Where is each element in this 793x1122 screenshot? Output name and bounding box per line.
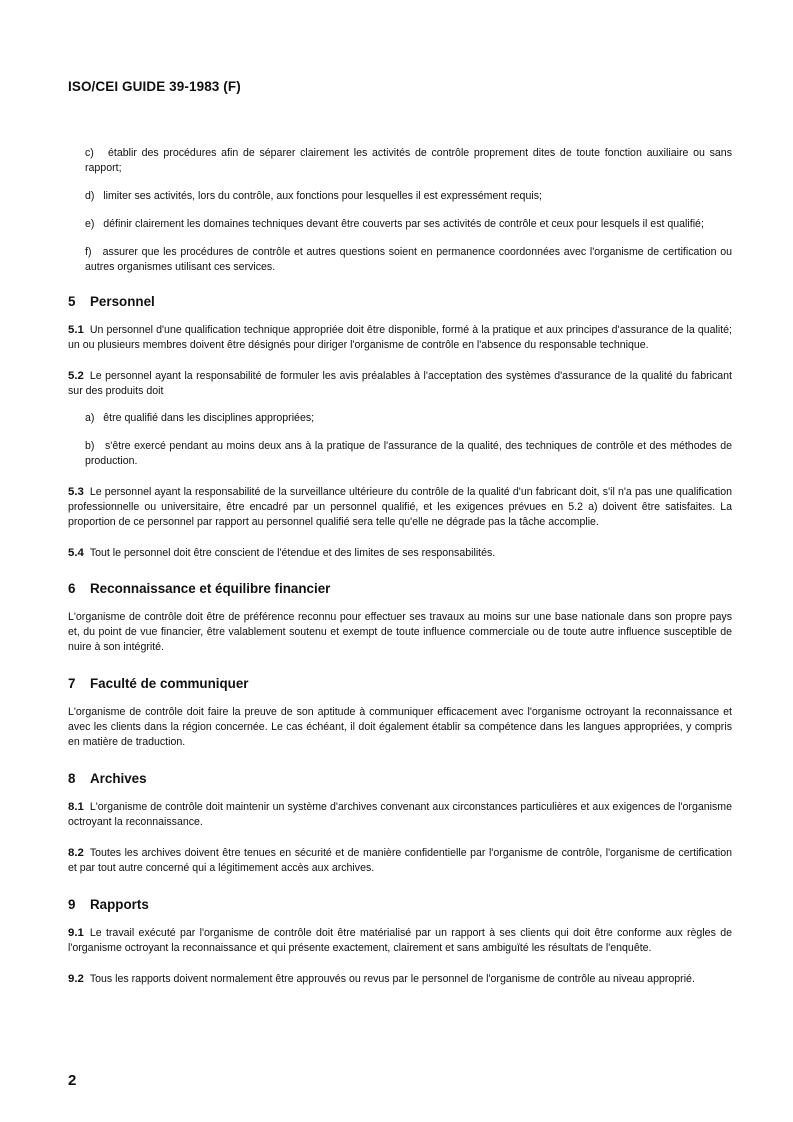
clause-text: Un personnel d'une qualification technique appropriée doit être disponible, formé à la pratique et aux principes d'assurance de la qualité; un ou plusieurs membres doivent être désignés pour diriger l'organisme de contrôle en l'absence du responsable technique. <box>68 324 732 351</box>
item-label: c) <box>85 147 94 159</box>
item-text: définir clairement les domaines techniques devant être couverts par ses activités de contrôle et ceux pour lesquels il est qualifié; <box>103 218 704 230</box>
clause-text: Toutes les archives doivent être tenues en sécurité et de manière confidentielle par l'organisme de contrôle, l'organisme de certification et par tout autre concerné qui a légitimement accès aux archives. <box>68 847 732 874</box>
section-heading-9 <box>68 897 732 912</box>
clause-5-4 <box>68 546 732 561</box>
clause-text: Tous les rapports doivent normalement être approuvés ou revus par le personnel de l'organisme de contrôle au niveau approprié. <box>89 973 695 985</box>
list-item-f <box>85 245 732 275</box>
item-text: assurer que les procédures de contrôle et autres questions soient en permanence coordonnées avec l'organisme de certification ou autres organismes utilisant ces services. <box>85 246 732 273</box>
section-number: 6 <box>68 581 76 596</box>
item-label: e) <box>85 218 95 230</box>
section-title: Faculté de communiquer <box>90 676 249 691</box>
section-heading-8 <box>68 771 732 786</box>
item-label: d) <box>85 190 95 202</box>
item-label: a) <box>85 412 95 424</box>
clause-number: 5.2 <box>68 370 84 382</box>
list-item-a <box>85 411 732 426</box>
section-number: 7 <box>68 676 76 691</box>
item-text: s'être exercé pendant au moins deux ans à la pratique de l'assurance de la qualité, des techniques de contrôle et des méthodes de production. <box>85 440 732 467</box>
clause-text: Tout le personnel doit être conscient de l'étendue et des limites de ses responsabilités. <box>89 547 496 559</box>
clause-5-2 <box>68 369 732 399</box>
clause-5-3 <box>68 485 732 530</box>
section-title: Reconnaissance et équilibre financier <box>90 581 331 596</box>
section-number: 5 <box>68 294 76 309</box>
section-title: Rapports <box>90 897 149 912</box>
section-heading-6 <box>68 581 732 596</box>
clause-text: Le personnel ayant la responsabilité de la surveillance ultérieure du contrôle de la qualité d'un fabricant doit, s'il n'a pas une qualification professionnelle ou universitaire, être encadré par un personnel qualifié, et les exigences prévues en 5.2 a) doivent être satisfaites. La proportion de ce personnel par rapport au personnel qualifié sera telle qu'elle ne dégrade pas la tâche accomplie. <box>68 486 732 528</box>
section-number: 9 <box>68 897 76 912</box>
clause-5-1 <box>68 323 732 353</box>
clause-text: L'organisme de contrôle doit maintenir un système d'archives convenant aux circonstances particulières et aux exigences de l'organisme octroyant la reconnaissance. <box>68 801 732 828</box>
clause-8-2 <box>68 846 732 876</box>
clause-number: 8.1 <box>68 801 84 813</box>
clause-number: 9.2 <box>68 973 84 985</box>
clause-number: 5.3 <box>68 486 84 498</box>
list-item-c <box>85 146 732 176</box>
clause-9-2 <box>68 972 732 987</box>
item-label: f) <box>85 246 92 258</box>
section-title: Archives <box>90 771 147 786</box>
clause-number: 8.2 <box>68 847 84 859</box>
section-number: 8 <box>68 771 76 786</box>
section-6-text: L'organisme de contrôle doit être de préférence reconnu pour effectuer ses travaux au moins sur une base nationale dans son propre pays et, du point de vue financier, être valablement soutenu et exempt de toute influence commerciale ou de toute autre influence susceptible de nuire à son intégrité. <box>68 611 732 653</box>
document-body <box>68 146 732 1003</box>
page-number: 2 <box>68 1072 77 1089</box>
item-text: limiter ses activités, lors du contrôle, aux fonctions pour lesquelles il est expressément requis; <box>103 190 542 202</box>
item-label: b) <box>85 440 95 452</box>
clause-text: Le personnel ayant la responsabilité de formuler les avis préalables à l'acceptation des systèmes d'assurance de la qualité du fabricant sur des produits doit <box>68 370 732 397</box>
section-heading-5 <box>68 294 732 309</box>
list-item-b <box>85 439 732 469</box>
item-text: être qualifié dans les disciplines appropriées; <box>103 412 315 424</box>
section-7-text: L'organisme de contrôle doit faire la preuve de son aptitude à communiquer efficacement avec l'organisme octroyant la reconnaissance et avec les clients dans la région concernée. Le cas échéant, il doit également établir sa compétence dans les langues appropriées, y compris en matière de traduction. <box>68 706 732 748</box>
list-item-e <box>85 217 732 232</box>
clause-number: 9.1 <box>68 927 84 939</box>
document-header: ISO/CEI GUIDE 39-1983 (F) <box>68 79 241 94</box>
clause-9-1 <box>68 926 732 956</box>
list-item-d <box>85 189 732 204</box>
clause-8-1 <box>68 800 732 830</box>
clause-number: 5.1 <box>68 324 84 336</box>
section-heading-7 <box>68 676 732 691</box>
clause-text: Le travail exécuté par l'organisme de contrôle doit être matérialisé par un rapport à ses clients qui doit être conforme aux règles de l'organisme octroyant la reconnaissance et qui présente exactement, clairement et sans ambiguïté les résultats de l'enquête. <box>68 927 732 954</box>
item-text: établir des procédures afin de séparer clairement les activités de contrôle proprement dites de toute fonction auxiliaire ou sans rapport; <box>85 147 732 174</box>
section-title: Personnel <box>90 294 155 309</box>
clause-number: 5.4 <box>68 547 84 559</box>
